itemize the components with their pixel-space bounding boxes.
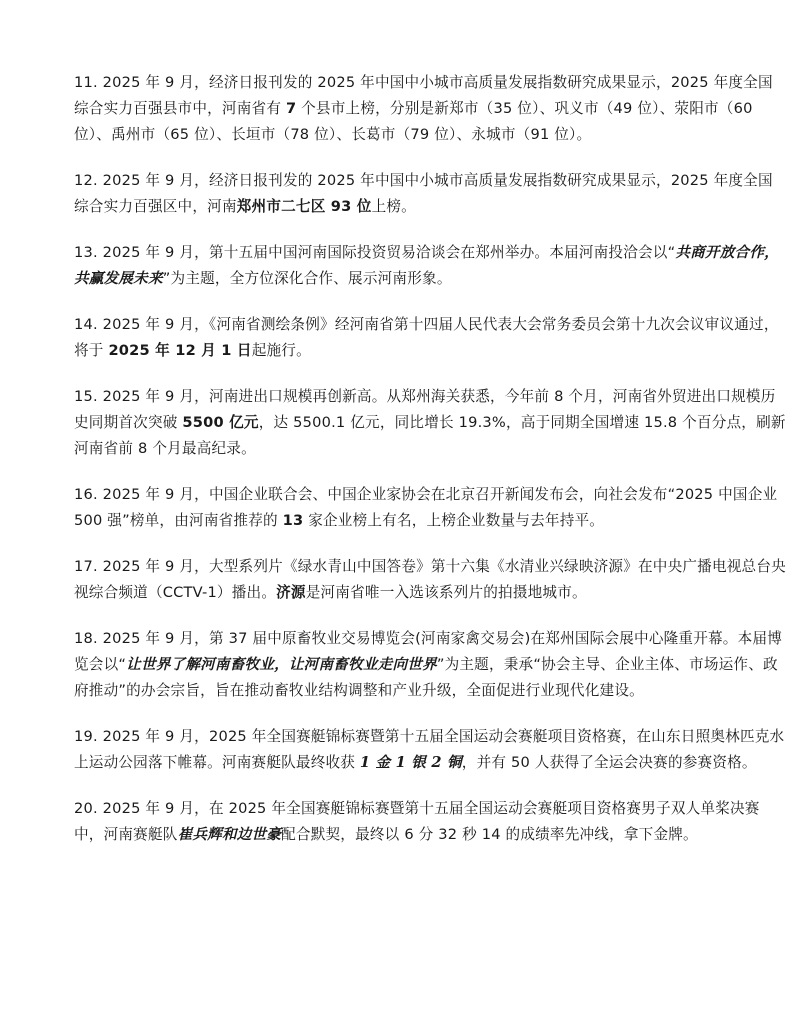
item-text: 13. 2025 年 9 月，第十五届中国河南国际投资贸易洽谈会在郑州举办。本届河南投洽会以“ xyxy=(74,244,676,261)
news-item-17 xyxy=(74,554,786,606)
item-text: 17. 2025 年 9 月，大型系列片《绿水青山中国答卷》第十六集《水清业兴绿映济源》在中央广播电视总台央视综合频道（CCTV-1）播出。 xyxy=(74,558,786,601)
item-text: ，并有 50 人获得了全运会决赛的参赛资格。 xyxy=(461,754,757,771)
item-text: 是河南省唯一入选该系列片的拍摄地城市。 xyxy=(305,584,587,601)
item-highlight: 13 xyxy=(282,512,304,529)
news-item-18 xyxy=(74,626,786,704)
item-highlight: 郑州市二七区 93 位 xyxy=(236,198,372,215)
item-text: 20. 2025 年 9 月，在 2025 年全国赛艇锦标赛暨第十五届全国运动会赛艇项目资格赛男子双人单桨决赛中，河南赛艇队 xyxy=(74,800,760,843)
item-text: ”为主题，秉承“协会主导、企业主体、市场运作、政府推动”的办会宗旨，旨在推动畜牧业结构调整和产业升级，全面促进行业现代化建设。 xyxy=(74,656,778,699)
item-highlight: 崔兵辉和边世豪 xyxy=(177,826,282,843)
item-text: 18. 2025 年 9 月，第 37 届中原畜牧业交易博览会(河南家禽交易会)在郑州国际会展中心隆重开幕。本届博览会以“ xyxy=(74,630,782,673)
item-text: 家企业榜上有名，上榜企业数量与去年持平。 xyxy=(303,512,605,529)
news-item-16 xyxy=(74,482,786,534)
news-item-11 xyxy=(74,70,786,148)
news-item-15 xyxy=(74,384,786,462)
item-highlight: 5500 亿元 xyxy=(182,414,259,431)
item-text: 起施行。 xyxy=(251,342,311,359)
news-item-12 xyxy=(74,168,786,220)
item-highlight: 2025 年 12 月 1 日 xyxy=(108,342,252,359)
item-text: 12. 2025 年 9 月，经济日报刊发的 2025 年中国中小城市高质量发展指数研究成果显示，2025 年度全国综合实力百强区中，河南 xyxy=(74,172,773,215)
item-text: 15. 2025 年 9 月，河南进出口规模再创新高。从郑州海关获悉，今年前 8 个月，河南省外贸进出口规模历史同期首次突破 xyxy=(74,388,776,431)
item-text: ”为主题，全方位深化合作、展示河南形象。 xyxy=(162,270,452,287)
item-text: 16. 2025 年 9 月，中国企业联合会、中国企业家协会在北京召开新闻发布会，向社会发布“2025 中国企业 500 强”榜单，由河南省推荐的 xyxy=(74,486,778,529)
news-item-19 xyxy=(74,724,786,776)
news-item-20 xyxy=(74,796,786,848)
news-item-14 xyxy=(74,312,786,364)
item-text: ，达 5500.1 亿元，同比增长 19.3%，高于同期全国增速 15.8 个百分点，刷新河南省前 8 个月最高纪录。 xyxy=(74,414,786,457)
item-text: 个县市上榜，分别是新郑市（35 位）、巩义市（49 位）、荥阳市（60 位）、禹州市（65 位）、长垣市（78 位）、长葛市（79 位）、永城市（91 位）。 xyxy=(74,100,753,143)
item-highlight: 7 xyxy=(285,100,297,117)
document-page xyxy=(74,70,786,868)
item-highlight: 济源 xyxy=(276,584,306,601)
item-text: 配合默契，最终以 6 分 32 秒 14 的成绩率先冲线，拿下金牌。 xyxy=(281,826,698,843)
item-text: 上榜。 xyxy=(371,198,416,215)
item-highlight: 让世界了解河南畜牧业，让河南畜牧业走向世界 xyxy=(126,656,437,673)
item-highlight: 1 金 1 银 2 铜 xyxy=(359,754,462,771)
item-text: 19. 2025 年 9 月，2025 年全国赛艇锦标赛暨第十五届全国运动会赛艇项目资格赛，在山东日照奥林匹克水上运动公园落下帷幕。河南赛艇队最终收获 xyxy=(74,728,785,771)
news-item-13 xyxy=(74,240,786,292)
item-highlight: 共商开放合作，共赢发展未来 xyxy=(74,244,779,287)
item-text: 11. 2025 年 9 月，经济日报刊发的 2025 年中国中小城市高质量发展指数研究成果显示，2025 年度全国综合实力百强县市中，河南省有 xyxy=(74,74,773,117)
item-text: 14. 2025 年 9 月，《河南省测绘条例》经河南省第十四届人民代表大会常务委员会第十九次会议审议通过，将于 xyxy=(74,316,779,359)
